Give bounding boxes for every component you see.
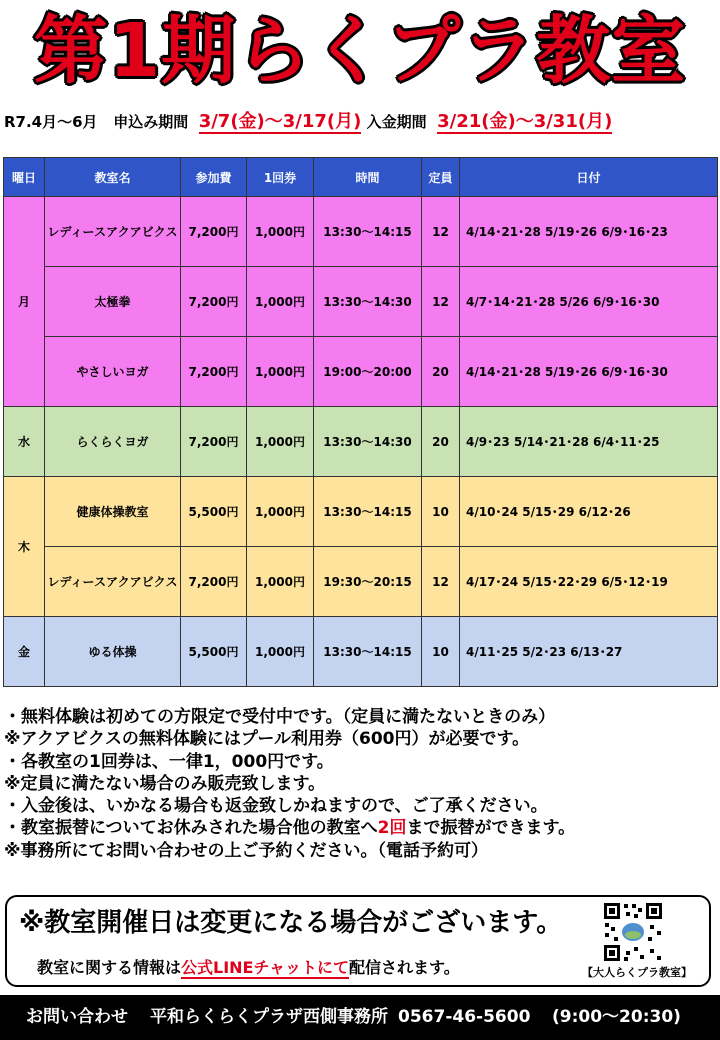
header-ticket: 1回券 bbox=[247, 158, 314, 197]
term-label: R7.4月～6月 bbox=[4, 113, 98, 131]
notice-box bbox=[5, 895, 711, 987]
time: 19:30～20:15 bbox=[314, 547, 422, 617]
class-name: らくらくヨガ bbox=[45, 407, 181, 477]
notice-info-text-end: 配信されます。 bbox=[349, 958, 460, 977]
capacity: 10 bbox=[422, 477, 460, 547]
header-dates: 日付 bbox=[460, 158, 718, 197]
note-no-refund: ・入金後は、いかなる場合も返金致しかねますので、ご了承ください。 bbox=[4, 796, 548, 817]
capacity: 20 bbox=[422, 407, 460, 477]
fee: 7,200円 bbox=[181, 407, 247, 477]
table-row bbox=[4, 547, 718, 617]
fee: 5,500円 bbox=[181, 617, 247, 687]
header-capacity: 定員 bbox=[422, 158, 460, 197]
fee: 7,200円 bbox=[181, 337, 247, 407]
time: 19:00～20:00 bbox=[314, 337, 422, 407]
dates: 4/14･21･28 5/19･26 6/9･16･23 bbox=[460, 197, 718, 267]
dates: 4/9･23 5/14･21･28 6/4･11･25 bbox=[460, 407, 718, 477]
dates: 4/14･21･28 5/19･26 6/9･16･30 bbox=[460, 337, 718, 407]
schedule-table bbox=[3, 157, 718, 687]
notice-info bbox=[37, 957, 460, 979]
period-line bbox=[4, 108, 718, 136]
class-name: 健康体操教室 bbox=[45, 477, 181, 547]
note-ticket-sales: ※定員に満たない場合のみ販売致します。 bbox=[4, 773, 326, 794]
dates: 4/11･25 5/2･23 6/13･27 bbox=[460, 617, 718, 687]
dates: 4/7･14･21･28 5/26 6/9･16･30 bbox=[460, 267, 718, 337]
time: 13:30～14:30 bbox=[314, 407, 422, 477]
header-class-name: 教室名 bbox=[45, 158, 181, 197]
table-header-row bbox=[4, 158, 718, 197]
office-hours: (9:00～20:30) bbox=[552, 1007, 681, 1027]
header-time: 時間 bbox=[314, 158, 422, 197]
notice-headline: ※教室開催日は変更になる場合がございます。 bbox=[19, 908, 563, 938]
line-chat-label: 公式LINEチャットにて bbox=[181, 958, 350, 977]
apply-label: 申込み期間 bbox=[113, 113, 189, 131]
table-row bbox=[4, 267, 718, 337]
dates: 4/17･24 5/15･22･29 6/5･12･19 bbox=[460, 547, 718, 617]
note-transfer-text: ・教室振替についてお休みされた場合他の教室へ bbox=[4, 818, 378, 839]
class-name: やさしいヨガ bbox=[45, 337, 181, 407]
phone-number[interactable]: 0567-46-5600 bbox=[398, 1007, 531, 1027]
time: 13:30～14:15 bbox=[314, 617, 422, 687]
day-cell-friday: 金 bbox=[4, 617, 45, 687]
capacity: 12 bbox=[422, 547, 460, 617]
apply-dates: 3/7(金)～3/17(月) bbox=[198, 111, 362, 132]
class-name: レディースアクアビクス bbox=[45, 547, 181, 617]
ticket: 1,000円 bbox=[247, 547, 314, 617]
header-day: 曜日 bbox=[4, 158, 45, 197]
ticket: 1,000円 bbox=[247, 337, 314, 407]
note-pool-ticket: ※アクアビクスの無料体験にはプール利用券（600円）が必要です。 bbox=[4, 729, 530, 750]
capacity: 12 bbox=[422, 197, 460, 267]
table-row bbox=[4, 407, 718, 477]
ticket: 1,000円 bbox=[247, 267, 314, 337]
fee: 7,200円 bbox=[181, 267, 247, 337]
class-name: レディースアクアビクス bbox=[45, 197, 181, 267]
table-row bbox=[4, 337, 718, 407]
day-cell-thursday: 木 bbox=[4, 477, 45, 617]
qr-caption: 【大人らくプラ教室】 bbox=[582, 966, 692, 979]
table-row bbox=[4, 617, 718, 687]
notes bbox=[4, 706, 720, 862]
fee: 7,200円 bbox=[181, 197, 247, 267]
payment-label: 入金期間 bbox=[366, 113, 427, 131]
note-transfer-count: 2回 bbox=[377, 818, 407, 839]
day-cell-wednesday: 水 bbox=[4, 407, 45, 477]
ticket: 1,000円 bbox=[247, 477, 314, 547]
time: 13:30～14:15 bbox=[314, 477, 422, 547]
dates: 4/10･24 5/15･29 6/12･26 bbox=[460, 477, 718, 547]
time: 13:30～14:30 bbox=[314, 267, 422, 337]
ticket: 1,000円 bbox=[247, 197, 314, 267]
footer-contact bbox=[0, 995, 720, 1040]
note-reservation: ※事務所にてお問い合わせの上ご予約ください。（電話予約可） bbox=[4, 840, 489, 861]
page-title: 第1期らくプラ教室 bbox=[33, 8, 687, 94]
capacity: 10 bbox=[422, 617, 460, 687]
office-name: 平和らくらくプラザ西側事務所 bbox=[150, 1007, 388, 1027]
note-transfer bbox=[4, 817, 720, 839]
fee: 7,200円 bbox=[181, 547, 247, 617]
day-cell-monday: 月 bbox=[4, 197, 45, 407]
note-single-ticket: ・各教室の1回券は、一律1，000円です。 bbox=[4, 751, 334, 772]
ticket: 1,000円 bbox=[247, 617, 314, 687]
qr-code-icon[interactable] bbox=[602, 901, 664, 963]
class-name: ゆる体操 bbox=[45, 617, 181, 687]
ticket: 1,000円 bbox=[247, 407, 314, 477]
fee: 5,500円 bbox=[181, 477, 247, 547]
note-free-trial: ・無料体験は初めての方限定で受付中です。（定員に満たないときのみ） bbox=[4, 707, 556, 727]
table-row bbox=[4, 197, 718, 267]
payment-dates: 3/21(金)～3/31(月) bbox=[437, 111, 613, 132]
time: 13:30～14:15 bbox=[314, 197, 422, 267]
class-name: 太極拳 bbox=[45, 267, 181, 337]
contact-label: お問い合わせ bbox=[26, 1007, 128, 1027]
capacity: 20 bbox=[422, 337, 460, 407]
table-row bbox=[4, 477, 718, 547]
note-transfer-text-end: まで振替ができます。 bbox=[406, 818, 576, 839]
capacity: 12 bbox=[422, 267, 460, 337]
header-fee: 参加費 bbox=[181, 158, 247, 197]
notice-info-text: 教室に関する情報は bbox=[37, 958, 182, 977]
